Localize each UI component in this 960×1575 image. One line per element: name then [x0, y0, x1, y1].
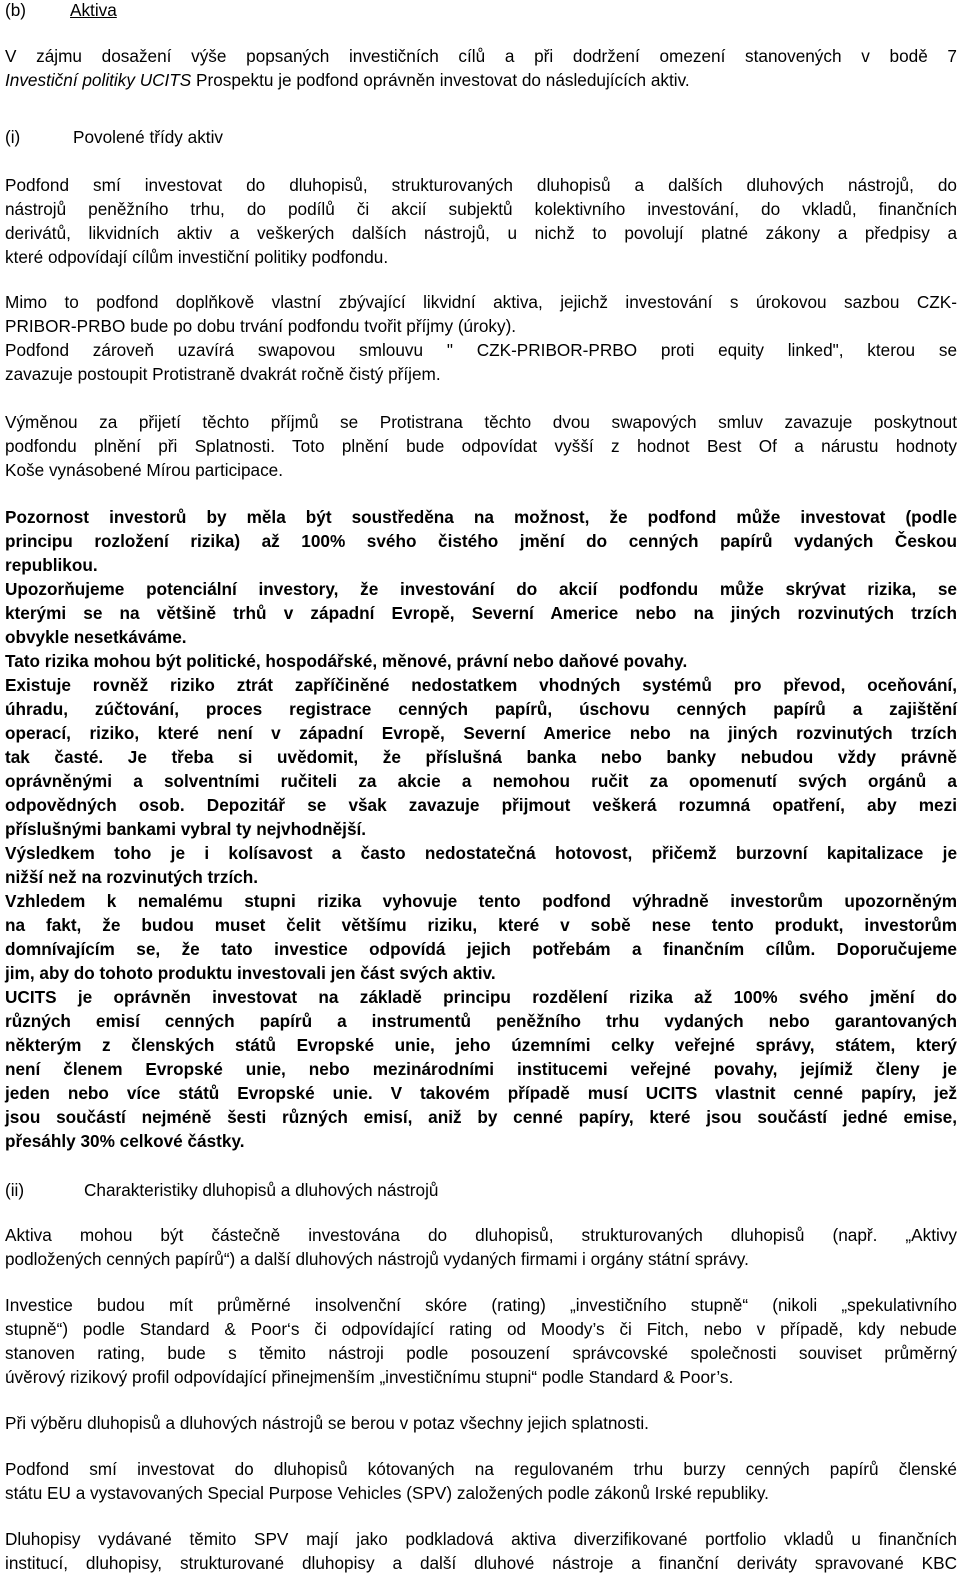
paragraph-line: podfondu plnění při Splatnosti. Toto plnění bude odpovídat vyšší z hodnot Best Of a nárustu hodnoty: [5, 436, 957, 456]
paragraph-line: PRIBOR-PRBO bude po dobu trvání podfondu tvořit příjmy (úroky).: [5, 316, 517, 336]
paragraph-line: státu EU a vystavovaných Special Purpose Vehicles (SPV) založených podle zákonů Irské republiky.: [5, 1483, 769, 1503]
risk-warning-block: [5, 505, 957, 1153]
intro-rest: Prospektu je podfond oprávněn investovat do následujících aktiv.: [191, 70, 690, 90]
paragraph-4: [5, 410, 957, 482]
intro-italic: Investiční politiky UCITS: [5, 70, 192, 90]
bold-line: obvykle nesetkáváme.: [5, 627, 187, 647]
paragraph-line: derivátů, likvidních aktiv a veškerých dalších nástrojů, u nichž to povolují platné zákony a předpisy a: [5, 223, 957, 243]
bold-line: UCITS je oprávněn investovat na základě principu rozdělení rizika až 100% svého jmění do: [5, 987, 957, 1007]
bold-line: Pozornost investorů by měla být soustředěna na možnost, že podfond může investovat (podle: [5, 507, 957, 527]
bold-line: tak časté. Je třeba si uvědomit, že příslušná banka nebo banky nebudou vždy právně: [5, 747, 957, 767]
bold-line: jeden nebo více států Evropské unie. V takovém případě musí UCITS vlastnit cenné papíry, jež: [5, 1083, 957, 1103]
paragraph-line: institucí, dluhopisy, strukturované dluhopisy a další dluhové nástroje a finanční deriváty spravované KBC: [5, 1553, 957, 1573]
bold-line: jsou součástí nejméně šesti různých emisí, aniž by cenné papíry, které jsou součástí jedné emise,: [5, 1107, 957, 1127]
bold-line: domnívajícím se, že tato investice odpovídá jejich potřebám a finančním cílům. Doporučujeme: [5, 939, 957, 959]
paragraph-line: Podfond smí investovat do dluhopisů kótovaných na regulovaném trhu burzy cenných papírů členské: [5, 1459, 957, 1479]
section-i-title: Povolené třídy aktiv: [73, 127, 223, 147]
bold-line: operací, riziko, které není v západní Evropě, Severní Americe nebo na jiných rozvinutých trzích: [5, 723, 957, 743]
bold-line: na fakt, že budou muset čelit většímu riziku, které v sobě nese tento produkt, investorům: [5, 915, 957, 935]
bold-line: různých emisí cenných papírů a instrumentů peněžního trhu vydaných nebo garantovaných: [5, 1011, 957, 1031]
paragraph-9: [5, 1527, 957, 1575]
paragraph-line: stanoven rating, bude s těmito nástroji podle posouzení správcovské společnosti souviset průměrný: [5, 1343, 957, 1363]
bold-line: úhradu, zúčtování, proces registrace cenných papírů, úschovu cenných papírů a zajištění: [5, 699, 957, 719]
bold-line: některým z členských států Evropské unie, jeho územními celky veřejné správy, státem, který: [5, 1035, 957, 1055]
paragraph-line: úvěrový rizikový profil odpovídající přinejmenším „investičnímu stupni“ podle Standard & Poor’s.: [5, 1367, 734, 1387]
intro-line: V zájmu dosažení výše popsaných investičních cílů a při dodržení omezení stanovených v bodě 7: [5, 46, 957, 66]
paragraph-line: které odpovídají cílům investiční politiky podfondu.: [5, 247, 389, 267]
paragraph-line: Mimo to podfond doplňkově vlastní zbývající likvidní aktiva, jejichž investování s úrokovou sazbou CZK-: [5, 292, 957, 312]
paragraph-2: [5, 290, 957, 338]
bold-line: oprávněnými a solventními ručiteli za akcie a nemohou ručit za opomenutí svých orgánů a: [5, 771, 957, 791]
paragraph-8: [5, 1457, 957, 1505]
bold-line: Existuje rovněž riziko ztrát zapříčiněné nedostatkem vhodných systémů pro převod, oceňování,: [5, 675, 957, 695]
bold-line: Vzhledem k nemalému stupni rizika vyhovuje tento podfond výhradně investorům upozorněným: [5, 891, 957, 911]
paragraph-line: stupně“) podle Standard & Poor‘s či odpovídající rating od Moody’s či Fitch, nebo v případě, kdy nebude: [5, 1319, 957, 1339]
section-b-number: (b): [5, 0, 27, 20]
paragraph-7: [5, 1411, 957, 1435]
paragraph-line: Aktiva mohou být částečně investována do dluhopisů, strukturovaných dluhopisů (např. „Aktivy: [5, 1225, 957, 1245]
intro-paragraph: [5, 44, 957, 92]
paragraph-5: [5, 1223, 957, 1271]
section-i-heading: [5, 125, 957, 149]
bold-line: příslušnými bankami vybral ty nejvhodnější.: [5, 819, 367, 839]
paragraph-line: Dluhopisy vydávané těmito SPV mají jako podkladová aktiva diverzifikované portfolio vkladů u finančních: [5, 1529, 957, 1549]
paragraph-line: Investice budou mít průměrné insolvenční skóre (rating) „investičního stupně“ (nikoli „spekulativního: [5, 1295, 957, 1315]
bold-line: Výsledkem toho je i kolísavost a často nedostatečná hotovost, přičemž burzovní kapitalizace je: [5, 843, 957, 863]
bold-line: jim, aby do tohoto produktu investovali jen část svých aktiv.: [5, 963, 496, 983]
paragraph-line: Při výběru dluhopisů a dluhových nástrojů se berou v potaz všechny jejich splatnosti.: [5, 1413, 649, 1433]
bold-line: principu rozložení rizika) až 100% svého čistého jmění do cenných papírů vydaných Českou: [5, 531, 957, 551]
paragraph-1: [5, 173, 957, 269]
section-ii-number: (ii): [5, 1180, 25, 1200]
bold-line: přesáhly 30% celkové částky.: [5, 1131, 245, 1151]
bold-line: není členem Evropské unie, nebo mezinárodními institucemi veřejné povahy, jejímiž členy je: [5, 1059, 957, 1079]
paragraph-line: nástrojů peněžního trhu, do podílů či akcií subjektů kolektivního investování, do vkladů, finančních: [5, 199, 957, 219]
paragraph-6: [5, 1293, 957, 1389]
paragraph-line: Podfond zároveň uzavírá swapovou smlouvu " CZK-PRIBOR-PRBO proti equity linked", kterou se: [5, 340, 957, 360]
paragraph-line: Výměnou za přijetí těchto příjmů se Protistrana těchto dvou swapových smluv zavazuje poskytnout: [5, 412, 957, 432]
bold-line: nižší než na rozvinutých trzích.: [5, 867, 259, 887]
paragraph-line: zavazuje postoupit Protistraně dvakrát ročně čistý příjem.: [5, 364, 441, 384]
paragraph-line: Koše vynásobené Mírou participace.: [5, 460, 284, 480]
bold-line: Upozorňujeme potenciální investory, že investování do akcií podfondu může skrývat rizika, se: [5, 579, 957, 599]
section-b-title: Aktiva: [70, 0, 117, 20]
paragraph-line: Podfond smí investovat do dluhopisů, strukturovaných dluhopisů a dalších dluhových nástrojů, do: [5, 175, 957, 195]
bold-line: odpovědných osob. Depozitář se však zavazuje přijmout veškerá rozumná opatření, aby mezi: [5, 795, 957, 815]
bold-line: kterými se na většině trhů v západní Evropě, Severní Americe nebo na jiných rozvinutých trzích: [5, 603, 957, 623]
document-page: [5, 0, 957, 1575]
bold-line: republikou.: [5, 555, 98, 575]
section-ii-title: Charakteristiky dluhopisů a dluhových nástrojů: [84, 1180, 439, 1200]
paragraph-line: podložených cenných papírů“) a další dluhových nástrojů vydaných firmami i orgány státní správy.: [5, 1249, 749, 1269]
section-i-number: (i): [5, 127, 21, 147]
bold-line: Tato rizika mohou být politické, hospodářské, měnové, právní nebo daňové povahy.: [5, 651, 688, 671]
intro-line: [5, 68, 957, 92]
section-b-heading: [5, 0, 957, 22]
section-ii-heading: [5, 1178, 957, 1202]
paragraph-3: [5, 338, 957, 386]
